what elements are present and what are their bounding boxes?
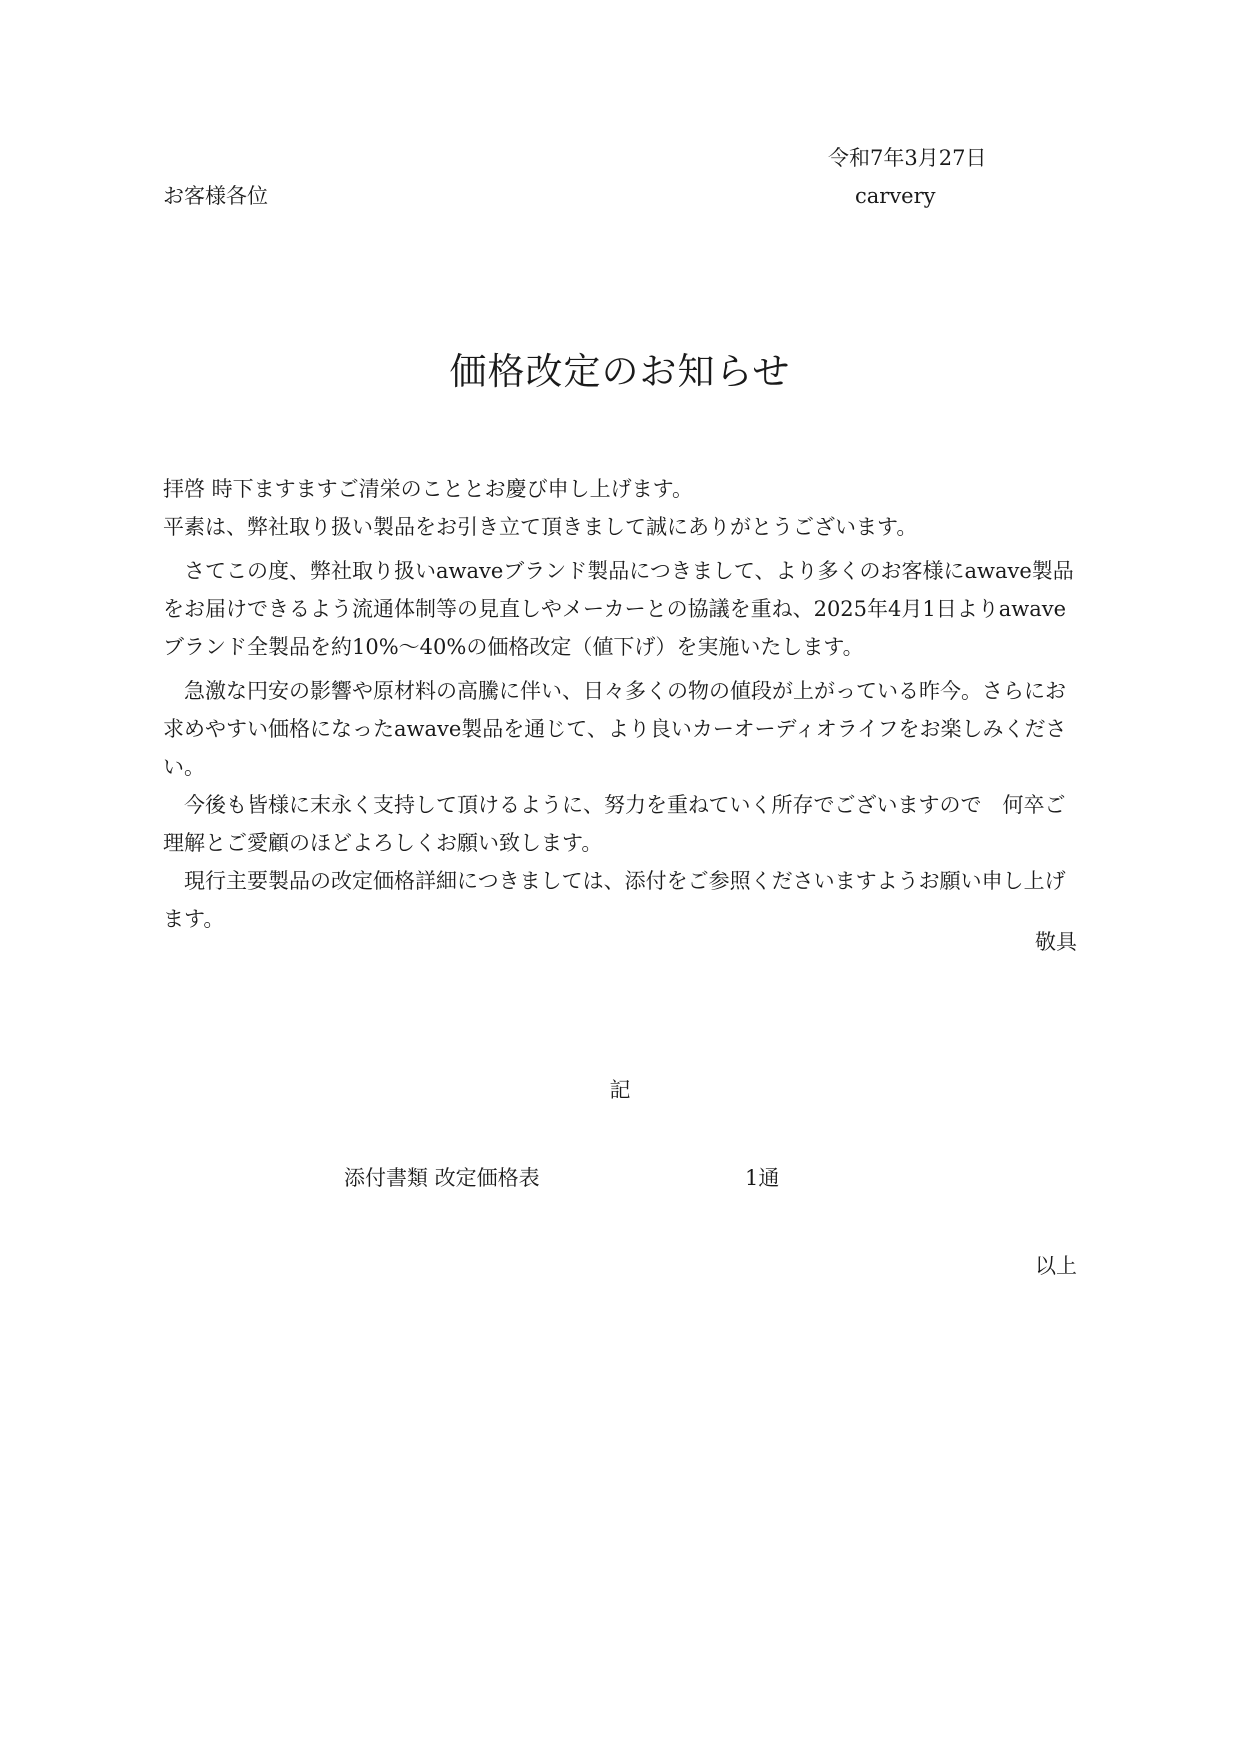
body-paragraph: さてこの度、弊社取り扱いawaveブランド製品につきまして、より多くのお客様にawave製品をお届けできるよう流通体制等の見直しやメーカーとの協議を重ね、2025年4月1日よりawaveブランド全製品を約10%〜40%の価格改定（値下げ）を実施いたします。: [163, 559, 1074, 659]
body-paragraph: 急激な円安の影響や原材料の高騰に伴い、日々多くの物の値段が上がっている昨今。さらにお求めやすい価格になったawave製品を通じて、より良いカーオーディオライフをお楽しみください。: [163, 679, 1067, 779]
letter-body: [163, 470, 1077, 938]
end-mark: 以上: [1035, 1254, 1077, 1278]
attachment-count: 1通: [745, 1166, 780, 1190]
sender-name: carvery: [855, 184, 936, 208]
greeting-line: 拝啓 時下ますますご清栄のこととお慶び申し上げます。: [163, 477, 693, 501]
body-paragraph: 今後も皆様に末永く支持して頂けるように、努力を重ねていく所存でございますので 何卒ご理解とご愛顧のほどよろしくお願い致します。: [163, 793, 1066, 855]
document-title: 価格改定のお知らせ: [449, 350, 791, 393]
recipient: お客様各位: [163, 184, 268, 208]
attachment-label: 添付書類 改定価格表: [344, 1166, 540, 1190]
notes-heading: 記: [609, 1078, 631, 1102]
closing-word: 敬具: [1035, 930, 1077, 954]
body-paragraph: 現行主要製品の改定価格詳細につきましては、添付をご参照くださいますようお願い申し上げます。: [163, 869, 1066, 931]
thanks-line: 平素は、弊社取り扱い製品をお引き立て頂きまして誠にありがとうございます。: [163, 515, 918, 539]
letter-date: 令和7年3月27日: [828, 146, 987, 170]
